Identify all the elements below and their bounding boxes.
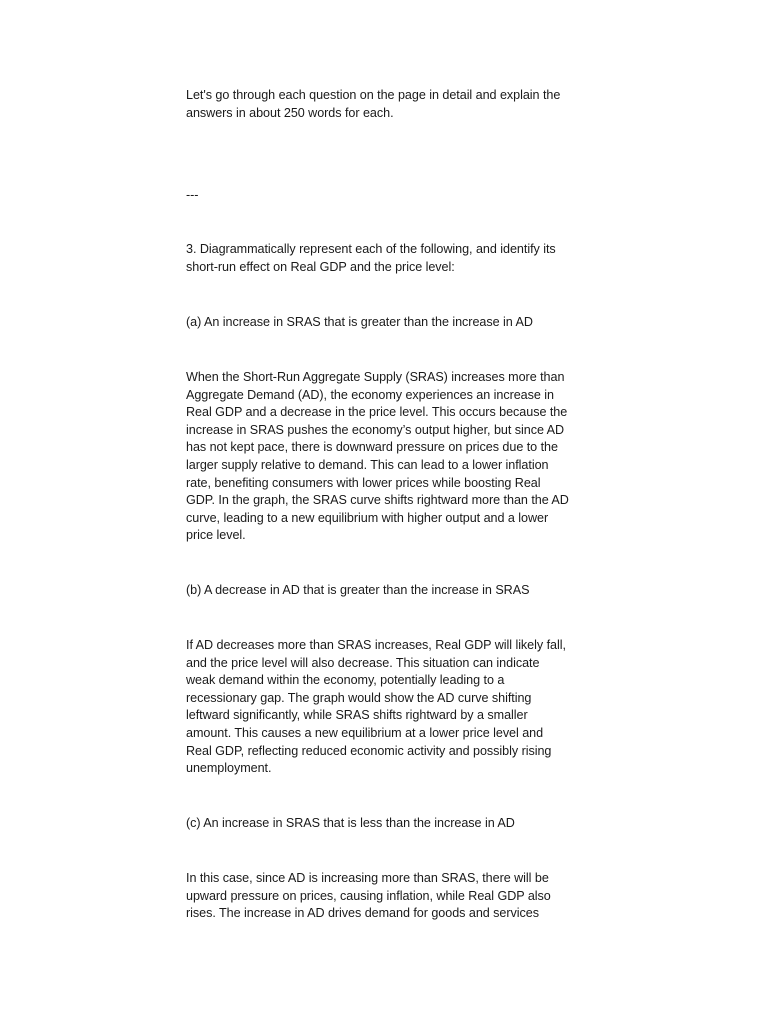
part-a-answer: When the Short-Run Aggregate Supply (SRAS) increases more than Aggregate Demand (AD), the economy experiences an increase in Real GDP and a decrease in the price level. This occurs because the increase in SRAS pushes the economy’s output higher, but since AD has not kept pace, there is downward pressure on prices due to the larger supply relative to demand. This can lead to a lower inflation rate, benefiting consumers with lower prices while boosting Real GDP. In the graph, the SRAS curve shifts rightward more than the AD curve, leading to a new equilibrium with higher output and a lower price level.	[186, 370, 569, 543]
part-b-answer: If AD decreases more than SRAS increases, Real GDP will likely fall, and the price level will also decrease. This situation can indicate weak demand within the economy, potentially leading to a recessionary gap. The graph would show the AD curve shifting leftward significantly, while SRAS shifts rightward by a smaller amount. This causes a new equilibrium at a lower price level and Real GDP, reflecting reduced economic activity and possibly rising unemployment.	[186, 638, 566, 776]
part-c-heading: (c) An increase in SRAS that is less than the increase in AD	[186, 816, 515, 830]
question-3-text: 3. Diagrammatically represent each of the following, and identify its short-run effect on Real GDP and the price level:	[186, 242, 556, 274]
part-b-heading: (b) A decrease in AD that is greater than the increase in SRAS	[186, 583, 530, 597]
section-separator: ---	[186, 188, 199, 202]
intro-paragraph: Let's go through each question on the page in detail and explain the answers in about 250 words for each.	[186, 88, 561, 120]
part-c-answer: In this case, since AD is increasing more than SRAS, there will be upward pressure on prices, causing inflation, while Real GDP also rises. The increase in AD drives demand for goods and services	[186, 871, 551, 921]
part-a-heading: (a) An increase in SRAS that is greater than the increase in AD	[186, 315, 533, 329]
